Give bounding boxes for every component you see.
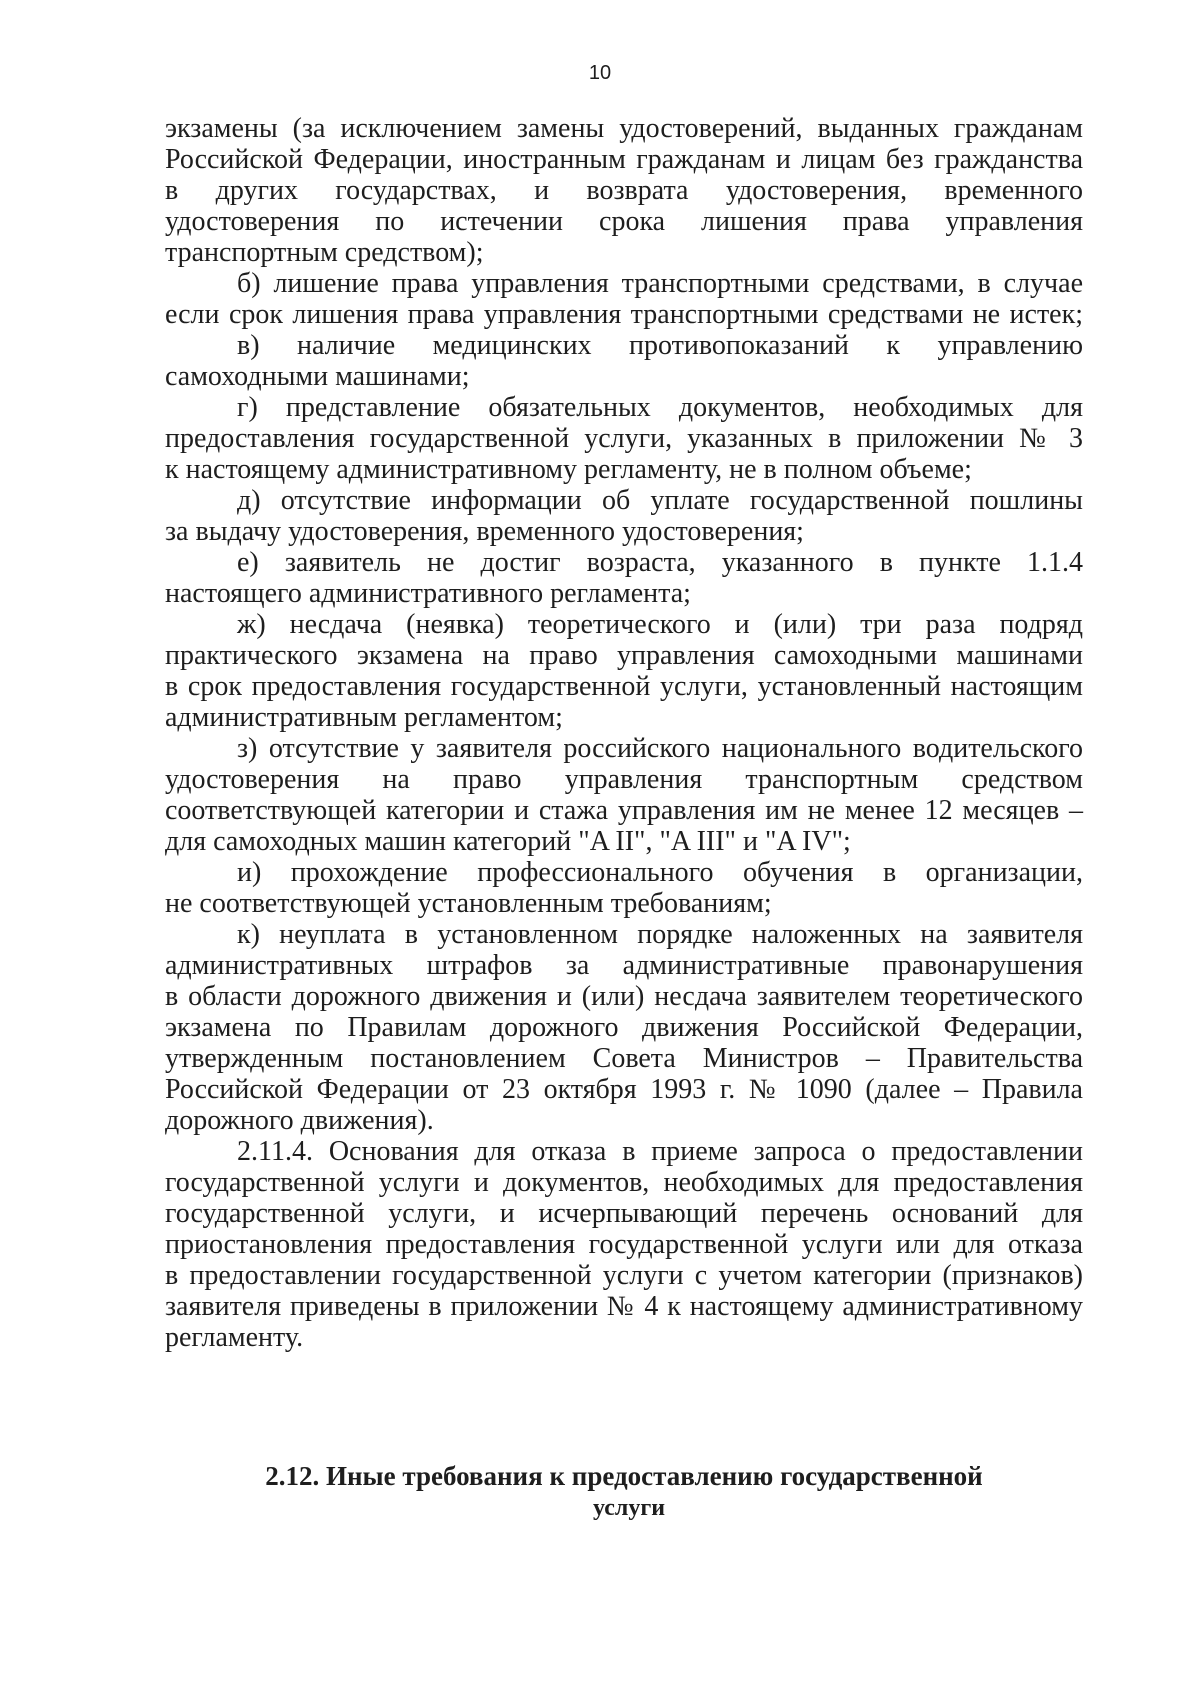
text-line: Российской Федерации, иностранным гражданам и лицам без гражданства [165,144,1083,175]
text-line: ж) несдача (неявка) теоретического и (или) три раза подряд [237,609,1083,640]
text-line: административным регламентом; [165,702,563,733]
text-line: если срок лишения права управления транспортными средствами не истек; [165,299,1083,330]
text-line: г) представление обязательных документов, необходимых для [237,392,1083,423]
text-line: удостоверения на право управления транспортным средством [165,764,1083,795]
text-line: д) отсутствие информации об уплате государственной пошлины [237,485,1083,516]
text-line: в области дорожного движения и (или) несдача заявителем теоретического [165,981,1083,1012]
text-line: государственной услуги, и исчерпывающий перечень оснований для [165,1198,1083,1229]
document-body [165,113,1083,1353]
text-line: заявителя приведены в приложении № 4 к настоящему административному [165,1291,1083,1322]
text-line: экзамена по Правилам дорожного движения Российской Федерации, [165,1012,1083,1043]
text-line: к настоящему административному регламенту, не в полном объеме; [165,454,972,485]
text-line: самоходными машинами; [165,361,470,392]
section-heading [165,1460,1083,1524]
text-line: настоящего административного регламента; [165,578,691,609]
text-line: предоставления государственной услуги, указанных в приложении № 3 [165,423,1083,454]
text-line: з) отсутствие у заявителя российского национального водительского [237,733,1083,764]
text-line: удостоверения по истечении срока лишения права управления [165,206,1083,237]
section-heading-line-1: 2.12. Иные требования к предоставлению государственной [265,1461,983,1491]
text-line: и) прохождение профессионального обучения в организации, [237,857,1083,888]
text-line: регламенту. [165,1322,304,1353]
text-line: в срок предоставления государственной услуги, установленный настоящим [165,671,1083,702]
text-line: б) лишение права управления транспортными средствами, в случае [237,268,1083,299]
text-line: соответствующей категории и стажа управления им не менее 12 месяцев – [165,795,1083,826]
text-line: дорожного движения). [165,1105,434,1136]
text-line: к) неуплата в установленном порядке наложенных на заявителя [237,919,1083,950]
text-line: за выдачу удостоверения, временного удостоверения; [165,516,804,547]
text-line: административных штрафов за административные правонарушения [165,950,1083,981]
text-line: для самоходных машин категорий "A II", "A III" и "A IV"; [165,826,851,857]
text-line: транспортным средством); [165,237,484,268]
text-line: 2.11.4. Основания для отказа в приеме запроса о предоставлении [237,1136,1083,1167]
text-line: в предоставлении государственной услуги с учетом категории (признаков) [165,1260,1083,1291]
text-line: Российской Федерации от 23 октября 1993 г. № 1090 (далее – Правила [165,1074,1083,1105]
text-line: приостановления предоставления государственной услуги или для отказа [165,1229,1083,1260]
text-line: практического экзамена на право управления самоходными машинами [165,640,1083,671]
section-heading-line-2: услуги [592,1495,666,1521]
page-number: 10 [588,62,612,84]
text-line: экзамены (за исключением замены удостоверений, выданных гражданам [165,113,1083,144]
text-line: государственной услуги и документов, необходимых для предоставления [165,1167,1083,1198]
text-line: в других государствах, и возврата удостоверения, временного [165,175,1083,206]
text-line: утвержденным постановлением Совета Министров – Правительства [165,1043,1083,1074]
text-line: в) наличие медицинских противопоказаний к управлению [237,330,1083,361]
text-line: не соответствующей установленным требованиям; [165,888,772,919]
text-line: е) заявитель не достиг возраста, указанного в пункте 1.1.4 [237,547,1083,578]
